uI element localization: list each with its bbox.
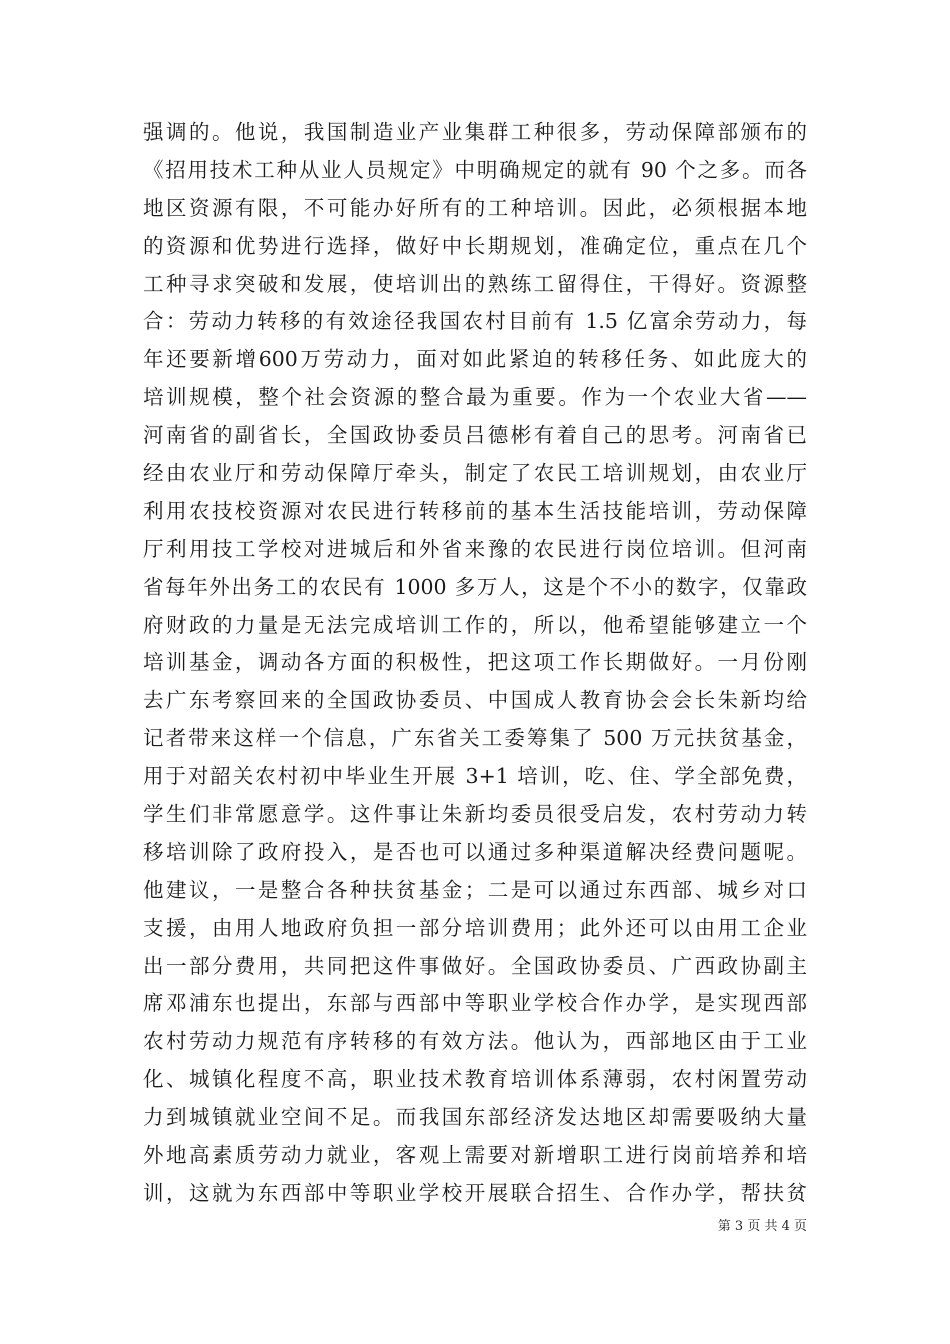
text-line: 农村劳动力规范有序转移的有效方法。他认为，西部地区由于工业 xyxy=(143,1029,807,1054)
text-line: 他建议，一是整合各种扶贫基金；二是可以通过东西部、城乡对口 xyxy=(143,877,807,902)
text-line: 学生们非常愿意学。这件事让朱新均委员很受启发，农村劳动力转 xyxy=(143,802,807,827)
text-line: 经由农业厅和劳动保障厅牵头，制定了农民工培训规划，由农业厅 xyxy=(143,461,807,486)
page-number: 第 3 页 共 4 页 xyxy=(717,1219,807,1234)
text-line: 出一部分费用，共同把这件事做好。全国政协委员、广西政协副主 xyxy=(143,953,807,978)
text-line: 省每年外出务工的农民有 1000 多万人，这是个不小的数字，仅靠政 xyxy=(143,574,807,599)
text-line: 用于对韶关农村初中毕业生开展 3+1 培训，吃、住、学全部免费， xyxy=(143,764,807,789)
text-line: 合：劳动力转移的有效途径我国农村目前有 1.5 亿富余劳动力，每 xyxy=(143,309,807,334)
text-line: 河南省的副省长，全国政协委员吕德彬有着自己的思考。河南省已 xyxy=(143,423,807,448)
text-line: 地区资源有限，不可能办好所有的工种培训。因此，必须根据本地 xyxy=(143,195,807,220)
text-line: 记者带来这样一个信息，广东省关工委筹集了 500 万元扶贫基金， xyxy=(143,726,807,751)
text-line: 厅利用技工学校对进城后和外省来豫的农民进行岗位培训。但河南 xyxy=(143,536,807,561)
text-line: 训，这就为东西部中等职业学校开展联合招生、合作办学，帮扶贫 xyxy=(143,1180,807,1205)
text-line: 的资源和优势进行选择，做好中长期规划，准确定位，重点在几个 xyxy=(143,233,807,258)
text-line: 外地高素质劳动力就业，客观上需要对新增职工进行岗前培养和培 xyxy=(143,1143,807,1168)
text-line: 培训规模，整个社会资源的整合最为重要。作为一个农业大省—— xyxy=(143,385,807,410)
text-line: 《招用技术工种从业人员规定》中明确规定的就有 90 个之多。而各 xyxy=(143,157,807,182)
text-line: 利用农技校资源对农民进行转移前的基本生活技能培训，劳动保障 xyxy=(143,498,807,523)
text-line: 力到城镇就业空间不足。而我国东部经济发达地区却需要吸纳大量 xyxy=(143,1105,807,1130)
text-line: 强调的。他说，我国制造业产业集群工种很多，劳动保障部颁布的 xyxy=(143,120,807,144)
text-line: 培训基金，调动各方面的积极性，把这项工作长期做好。一月份刚 xyxy=(143,650,807,675)
text-line: 移培训除了政府投入，是否也可以通过多种渠道解决经费问题呢。 xyxy=(143,839,807,864)
text-line: 工种寻求突破和发展，使培训出的熟练工留得住，干得好。资源整 xyxy=(143,271,807,296)
text-line: 化、城镇化程度不高，职业技术教育培训体系薄弱，农村闲置劳动 xyxy=(143,1067,807,1092)
text-line: 年还要新增600万劳动力，面对如此紧迫的转移任务、如此庞大的 xyxy=(143,347,807,372)
text-line: 去广东考察回来的全国政协委员、中国成人教育协会会长朱新均给 xyxy=(143,688,807,713)
text-line: 席邓浦东也提出，东部与西部中等职业学校合作办学，是实现西部 xyxy=(143,991,807,1016)
text-line: 府财政的力量是无法完成培训工作的，所以，他希望能够建立一个 xyxy=(143,612,807,637)
body-text xyxy=(143,114,807,1213)
text-line: 支援，由用人地政府负担一部分培训费用；此外还可以由用工企业 xyxy=(143,915,807,940)
